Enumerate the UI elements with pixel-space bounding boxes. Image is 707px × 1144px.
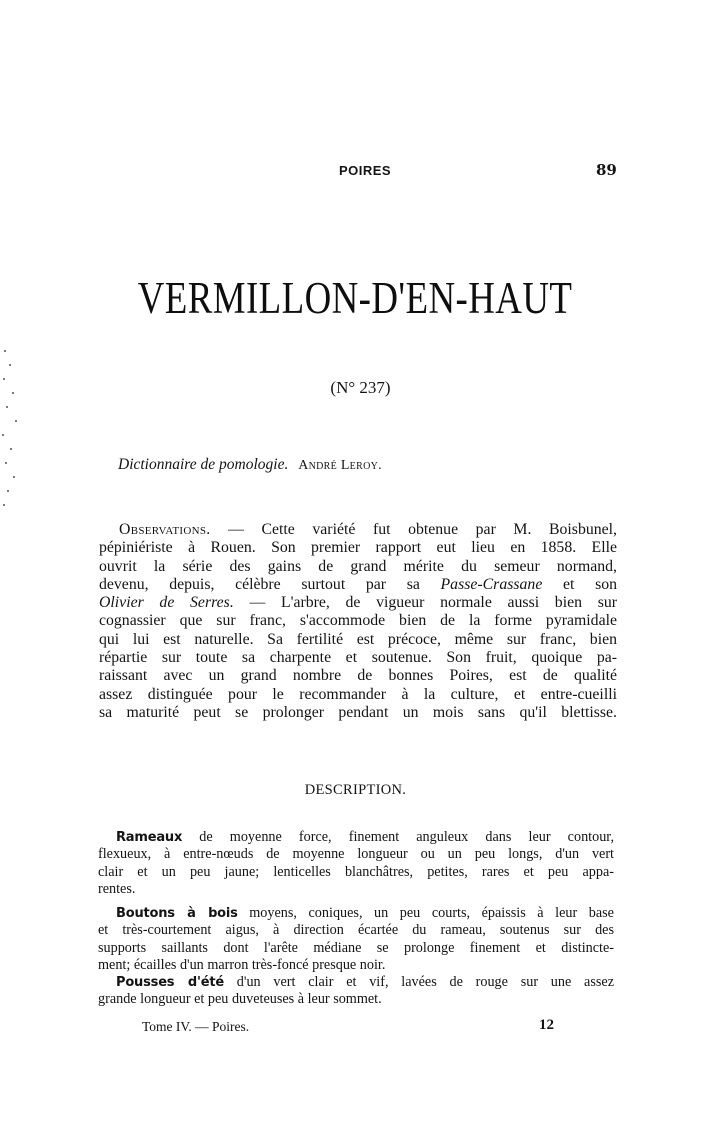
observations-line: pépiniériste à Rouen. Son premier rapport eut lieu en 1858. Elle [99, 539, 617, 557]
observations-paragraph [99, 521, 617, 722]
variety-reference: Olivier de Serres. [99, 594, 234, 612]
running-title: POIRES [338, 163, 392, 178]
observations-line: Olivier de Serres. — L'arbre, de vigueur normale aussi bien sur [99, 594, 617, 612]
observations-line: Observations. — Cette variété fut obtenue par M. Boisbunel, [119, 521, 617, 538]
observations-line: sa maturité peut se prolonger pendant un mois sans qu'il blettisse. [99, 703, 617, 721]
description-line: grande longueur et peu duveteuses à leur sommet. [98, 991, 382, 1008]
description-line: Pousses d'été d'un vert clair et vif, lavées de rouge sur une assez [116, 974, 614, 990]
observations-line: raissant avec un grand nombre de bonnes Poires, est de qualité [99, 667, 617, 685]
page-title: VERMILLON-D'EN-HAUT [137, 273, 573, 323]
footer-volume: Tome IV. — Poires. [142, 1019, 250, 1034]
page-edge-specks [0, 340, 30, 520]
description-line: Rameaux de moyenne force, finement anguleux dans leur contour, [116, 829, 614, 845]
description-line: ment; écailles d'un marron très-foncé presque noir. [98, 956, 386, 973]
observations-line: devenu, depuis, célèbre surtout par sa Passe-Crassane et son [99, 575, 618, 593]
description-term: Pousses d'été [116, 975, 225, 990]
observations-label: Observations. [119, 521, 211, 538]
description-line: Boutons à bois moyens, coniques, un peu courts, épaissis à leur base [116, 905, 614, 921]
variety-reference: Passe-Crassane [440, 575, 543, 593]
description-term: Boutons à bois [116, 906, 238, 921]
observations-line: qui lui est naturelle. Sa fertilité est précoce, même sur franc, bien [99, 630, 617, 648]
page-number: 89 [596, 161, 617, 179]
description-pousses [98, 974, 614, 1009]
observations-line: assez distinguée pour le recommander à la culture, et entre-cueilli [99, 685, 617, 703]
description-line: supports saillants dont l'arête médiane se prolonge finement et distincte- [98, 939, 614, 956]
catalog-number: (N° 237) [330, 378, 391, 397]
description-boutons [98, 905, 614, 974]
observations-line: cognassier que sur franc, s'accommode bien de la forme pyramidale [99, 612, 617, 630]
observations-line: ouvrit la série des gains de grand mérite du semeur normand, [99, 557, 617, 575]
observations-line: répartie sur toute sa charpente et soutenue. Son fruit, quoique pa- [99, 649, 617, 667]
description-line: flexueux, à entre-nœuds de moyenne longueur ou un peu longs, d'un vert [98, 846, 614, 863]
description-rameaux [98, 829, 614, 898]
description-term: Rameaux [116, 830, 183, 845]
description-line: clair et un peu jaune; lenticelles blanchâtres, petites, rares et peu appa- [98, 863, 614, 880]
reference-source: Dictionnaire de pomologie. [118, 456, 289, 473]
footer-signature: 12 [539, 1017, 554, 1033]
reference-line [118, 456, 382, 474]
description-line: rentes. [98, 880, 136, 897]
description-line: et très-courtement aigus, à direction écartée du rameau, soutenus sur des [98, 922, 614, 939]
description-heading: DESCRIPTION. [304, 782, 407, 798]
reference-author: André Leroy. [298, 458, 382, 473]
